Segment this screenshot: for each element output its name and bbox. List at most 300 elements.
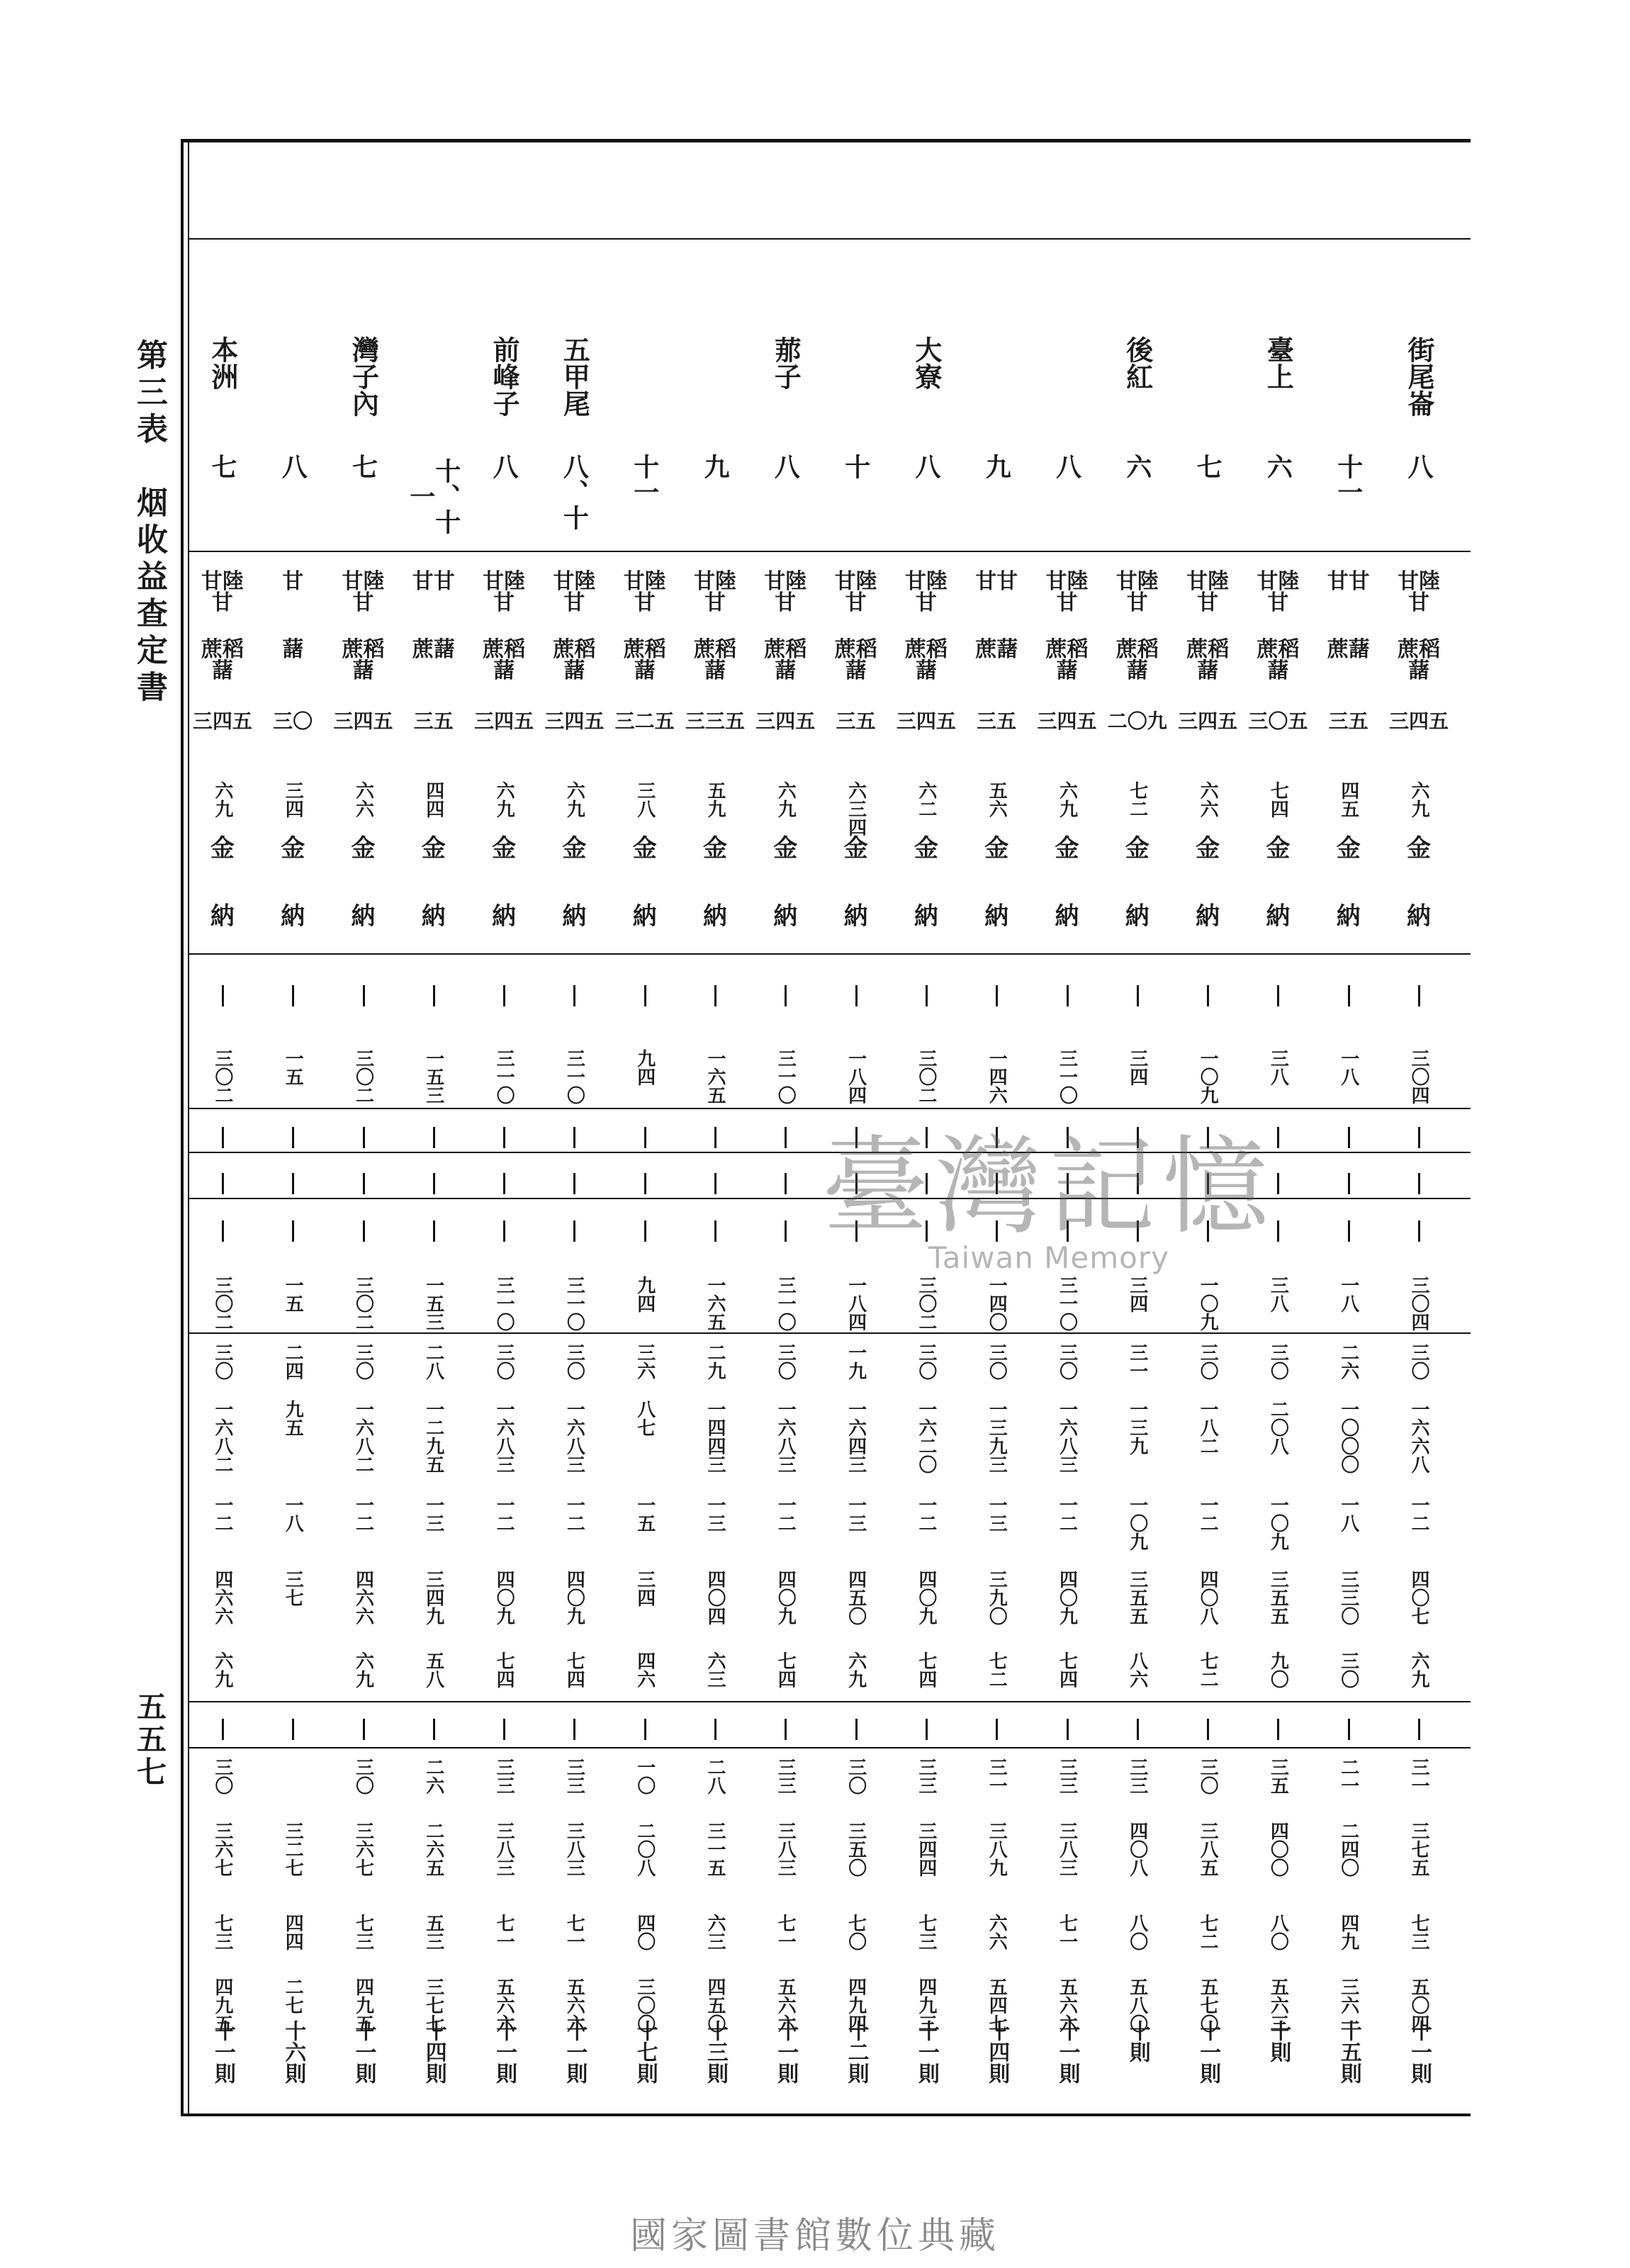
dash-mark: [996, 985, 998, 1006]
cell-v5: 一〇九: [1126, 1495, 1148, 1551]
cell-v8: 三一: [986, 1758, 1008, 1795]
cell-v7: 七四: [775, 1651, 797, 1688]
cell-v8: 二一: [1337, 1758, 1359, 1795]
dash-mark: [1418, 1719, 1420, 1740]
cell-kind: 納: [914, 902, 938, 931]
cell-v3: 三〇: [352, 1343, 374, 1380]
dash-mark: [1067, 1127, 1069, 1148]
row-rule-c: [188, 1198, 1471, 1199]
cell-v1: 三一〇: [563, 1049, 585, 1104]
cell-v11: 三七七: [422, 1977, 444, 2033]
cell-r2: 七四: [1267, 781, 1289, 818]
cell-rule: 十一則: [1055, 2020, 1080, 2084]
cell-r1: 三四五: [1178, 709, 1238, 733]
cell-v6: 四五〇: [845, 1570, 867, 1625]
cell-v6: 三五五: [1267, 1570, 1289, 1625]
dash-mark: [1067, 1719, 1069, 1740]
dash-mark: [1067, 1220, 1069, 1242]
cell-v1: 三一〇: [493, 1049, 515, 1104]
cell-v11: 四九五: [352, 1977, 374, 2033]
dash-mark: [785, 985, 787, 1006]
dash-mark: [363, 1220, 365, 1242]
cell-kind: 納: [210, 902, 235, 931]
cell-r1: 三四五: [474, 709, 534, 733]
cell-v5: 一八: [1337, 1495, 1359, 1532]
cell-kind: 納: [703, 902, 727, 931]
dash-mark: [1418, 1173, 1420, 1194]
cell-v8: 三〇: [1197, 1758, 1219, 1795]
cell-crop: 甘陸甘: [201, 569, 244, 615]
cell-hamlet: 七: [348, 454, 378, 479]
cell-v10: 七三: [915, 1914, 937, 1950]
cell-r2: 六九: [1056, 781, 1078, 818]
cell-hamlet: 八: [489, 454, 519, 479]
cell-v7: 九〇: [1267, 1651, 1289, 1688]
cell-v9: 三八五: [1197, 1821, 1219, 1877]
cell-crop: 甘陸甘: [1186, 569, 1230, 615]
cell-crop2: 蔗稻藷: [1257, 637, 1300, 683]
dash-mark: [1207, 1719, 1209, 1740]
cell-kind: 納: [984, 902, 1009, 931]
cell-v6: 三四: [634, 1570, 656, 1607]
dash-mark: [1418, 985, 1420, 1006]
cell-v11: 五六六: [563, 1977, 585, 2033]
cell-tax: 金: [1196, 834, 1220, 863]
cell-rule: 十則: [1125, 2020, 1150, 2062]
cell-v3: 三〇: [986, 1343, 1008, 1380]
cell-place: 前峰子: [488, 336, 521, 417]
cell-r1: 三五: [977, 709, 1017, 733]
cell-v8: 三一: [1408, 1758, 1429, 1795]
cell-r2: 四五: [1337, 781, 1359, 818]
cell-v4: 八七: [634, 1400, 656, 1437]
cell-tax: 金: [703, 834, 727, 863]
cell-v6: 三七: [282, 1570, 304, 1607]
cell-v3: 三〇: [493, 1343, 515, 1380]
cell-v4: 一三九三: [986, 1400, 1008, 1473]
cell-r2: 六九: [493, 781, 515, 818]
cell-hamlet: 七: [207, 454, 237, 479]
cell-v4: 一六八三: [1056, 1400, 1078, 1473]
cell-v3: 二八: [422, 1343, 444, 1380]
dash-mark: [714, 1220, 716, 1242]
cell-place: 五甲尾: [558, 336, 591, 417]
cell-tax: 金: [773, 834, 798, 863]
cell-r1: 三四五: [1037, 709, 1097, 733]
cell-crop: 甘陸甘: [1257, 569, 1300, 615]
cell-v5: 一三: [986, 1495, 1008, 1532]
cell-tax: 金: [984, 834, 1009, 863]
cell-place: 後紅: [1121, 336, 1154, 390]
cell-v7: 七四: [563, 1651, 585, 1688]
row-rule-hamlet: [188, 551, 1471, 552]
dash-mark: [644, 985, 646, 1006]
cell-v4: 九五: [282, 1400, 304, 1437]
cell-v2: 三〇二: [352, 1276, 374, 1331]
cell-rule: 十一則: [210, 2020, 235, 2084]
cell-r1: 三四五: [755, 709, 816, 733]
cell-rule: 十四則: [984, 2020, 1010, 2084]
cell-v11: 五八〇: [1126, 1977, 1148, 2033]
dash-mark: [363, 1127, 365, 1148]
dash-mark: [292, 1220, 294, 1242]
dash-mark: [996, 1173, 998, 1194]
dash-mark: [785, 1719, 787, 1740]
cell-v11: 二七: [282, 1977, 304, 2014]
cell-v8: 三〇: [845, 1758, 867, 1795]
cell-crop: 甘陸甘: [1398, 569, 1440, 615]
cell-v5: 一五: [634, 1495, 656, 1532]
dash-mark: [363, 985, 365, 1006]
cell-place: 灣子內: [347, 336, 380, 417]
cell-r1: 三四五: [192, 709, 252, 733]
cell-crop: 甘陸甘: [904, 569, 948, 615]
cell-crop2: 蔗稻藷: [483, 637, 526, 683]
cell-v1: 一〇九: [1197, 1049, 1219, 1104]
dash-mark: [785, 1127, 787, 1148]
cell-v6: 四〇九: [915, 1570, 937, 1625]
cell-tax: 金: [562, 834, 587, 863]
cell-crop: 甘陸甘: [553, 569, 596, 615]
cell-crop2: 蔗稻藷: [1045, 637, 1089, 683]
dash-mark: [785, 1173, 787, 1194]
cell-v3: 三一: [1126, 1343, 1148, 1380]
cell-v11: 五四七: [986, 1977, 1008, 2033]
cell-v11: 五〇四: [1408, 1977, 1429, 2033]
top-border: [181, 139, 1471, 142]
cell-crop2: 蔗稻藷: [1115, 637, 1159, 683]
cell-v6: 四〇九: [1056, 1570, 1078, 1625]
cell-v9: 二四〇: [1337, 1821, 1359, 1877]
cell-crop2: 蔗稻藷: [1398, 637, 1440, 683]
cell-hamlet: 八: [1052, 454, 1082, 479]
cell-v11: 三〇〇: [634, 1977, 656, 2033]
dash-mark: [573, 1127, 575, 1148]
dash-mark: [714, 1719, 716, 1740]
cell-crop2: 蔗稻藷: [834, 637, 877, 683]
dash-mark: [644, 1220, 646, 1242]
cell-v2: 一五: [282, 1276, 304, 1313]
cell-v5: 一二: [563, 1495, 585, 1532]
cell-v1: 三一〇: [775, 1049, 797, 1104]
cell-v9: 三八三: [563, 1821, 585, 1877]
row-rule-b: [188, 1152, 1471, 1153]
cell-crop2: 蔗稻藷: [764, 637, 807, 683]
cell-v2: 三〇四: [1408, 1276, 1429, 1331]
cell-v11: 五六六: [493, 1977, 515, 2033]
dash-mark: [363, 1719, 365, 1740]
cell-v3: 三〇: [775, 1343, 797, 1380]
cell-v5: 一三: [422, 1495, 444, 1532]
cell-r2: 三四: [282, 781, 304, 818]
cell-place: 街尾崙: [1403, 336, 1435, 417]
cell-rule: 十二則: [843, 2020, 869, 2084]
cell-v4: 二〇八: [1267, 1400, 1289, 1455]
cell-v3: 三〇: [1056, 1343, 1078, 1380]
row-rule-tax: [188, 953, 1471, 955]
dash-mark: [926, 985, 928, 1006]
cell-v7: 五八: [422, 1651, 444, 1688]
cell-v10: 五三: [422, 1914, 444, 1950]
cell-v3: 三〇: [1267, 1343, 1289, 1380]
cell-r2: 六九: [211, 781, 233, 818]
cell-v1: 三〇二: [352, 1049, 374, 1104]
dash-mark: [644, 1127, 646, 1148]
cell-v7: 六九: [845, 1651, 867, 1688]
dash-mark: [363, 1173, 365, 1194]
dash-mark: [1277, 1173, 1279, 1194]
cell-kind: 納: [632, 902, 657, 931]
cell-v3: 二六: [1337, 1343, 1359, 1380]
dash-mark: [1207, 1127, 1209, 1148]
cell-tax: 金: [210, 834, 235, 863]
cell-kind: 納: [562, 902, 587, 931]
cell-v10: 八〇: [1267, 1914, 1289, 1950]
cell-hamlet: 六: [1263, 454, 1293, 479]
dash-mark: [1137, 1127, 1139, 1148]
cell-hamlet: 八: [1404, 454, 1434, 479]
cell-v1: 九四: [634, 1049, 656, 1086]
cell-v3: 三〇: [211, 1343, 233, 1380]
cell-v11: 四九五: [211, 1977, 233, 2033]
dash-mark: [573, 985, 575, 1006]
cell-kind: 納: [492, 902, 517, 931]
cell-v8: 三三: [1056, 1758, 1078, 1795]
cell-r2: 六九: [1408, 781, 1429, 818]
cell-place: 臺上: [1262, 336, 1295, 390]
cell-v7: 四六: [634, 1651, 656, 1688]
cell-hamlet: 十一: [1333, 454, 1364, 505]
cell-v1: 一五: [282, 1049, 304, 1086]
dash-mark: [292, 1173, 294, 1194]
dash-mark: [503, 1220, 505, 1242]
cell-v8: 三五: [1267, 1758, 1289, 1795]
dash-mark: [1207, 1220, 1209, 1242]
cell-hamlet: 七: [1193, 454, 1223, 479]
cell-v4: 一六八三: [563, 1400, 585, 1473]
cell-v8: 二六: [422, 1758, 444, 1795]
cell-kind: 納: [281, 902, 305, 931]
cell-v1: 一四六: [986, 1049, 1008, 1104]
cell-v2: 三八: [1267, 1276, 1289, 1313]
cell-crop2: 蔗稻藷: [553, 637, 596, 683]
cell-v4: 一六二〇: [915, 1400, 937, 1473]
cell-v7: 八六: [1126, 1651, 1148, 1688]
cell-v11: 四九四: [845, 1977, 867, 2033]
dash-mark: [926, 1173, 928, 1194]
cell-v8: 三〇: [211, 1758, 233, 1795]
dash-mark: [1348, 1127, 1350, 1148]
cell-v8: 三三: [915, 1758, 937, 1795]
cell-tax: 金: [843, 834, 868, 863]
cell-v2: 三〇二: [915, 1276, 937, 1331]
cell-kind: 納: [421, 902, 446, 931]
dash-mark: [503, 1173, 505, 1194]
dash-mark: [433, 1220, 435, 1242]
cell-v1: 三八: [1267, 1049, 1289, 1086]
cell-v4: 一六六八: [1408, 1400, 1429, 1473]
cell-v8: 三三: [1126, 1758, 1148, 1795]
dash-mark: [644, 1173, 646, 1194]
cell-r1: 三四五: [896, 709, 956, 733]
cell-r2: 六九: [775, 781, 797, 818]
dash-mark: [855, 1719, 858, 1740]
cell-v10: 七一: [493, 1914, 515, 1950]
cell-crop2: 蔗稻藷: [201, 637, 244, 683]
cell-rule: 十一則: [1407, 2020, 1432, 2084]
dash-mark: [433, 1127, 435, 1148]
bottom-border: [181, 2113, 1471, 2116]
cell-v10: 七〇: [845, 1914, 867, 1950]
dash-mark: [855, 985, 858, 1006]
cell-r2: 三八: [634, 781, 656, 818]
cell-v10: 七三: [211, 1914, 233, 1950]
cell-v11: 四九三: [915, 1977, 937, 2033]
dash-mark: [1137, 1173, 1139, 1194]
cell-hamlet: 十: [841, 454, 871, 479]
cell-v6: 四〇九: [493, 1570, 515, 1625]
dash-mark: [503, 985, 505, 1006]
cell-v4: 一六八二: [211, 1400, 233, 1473]
cell-v8: 三三: [775, 1758, 797, 1795]
cell-r1: 三五: [836, 709, 876, 733]
cell-r1: 三四五: [333, 709, 393, 733]
cell-v2: 三一〇: [1056, 1276, 1078, 1331]
dash-mark: [1067, 985, 1069, 1006]
dash-mark: [433, 985, 435, 1006]
dash-mark: [573, 1220, 575, 1242]
cell-v8: 二八: [704, 1758, 726, 1795]
cell-v4: 一八二: [1197, 1400, 1219, 1455]
cell-crop2: 蔗稻藷: [1186, 637, 1230, 683]
cell-crop: 甘陸甘: [1045, 569, 1089, 615]
cell-v2: 三四: [1126, 1276, 1148, 1313]
cell-r2: 六九: [563, 781, 585, 818]
cell-v5: 一二: [211, 1495, 233, 1532]
dash-mark: [714, 1173, 716, 1194]
cell-kind: 納: [773, 902, 798, 931]
cell-v2: 一五三: [422, 1276, 444, 1331]
cell-v5: 一二: [1408, 1495, 1429, 1532]
cell-v9: 三二七: [282, 1821, 304, 1877]
dash-mark: [1277, 985, 1279, 1006]
cell-v4: 一二九五: [422, 1400, 444, 1473]
cell-r1: 三五: [413, 709, 454, 733]
cell-kind: 納: [843, 902, 868, 931]
cell-v11: 五七〇: [1197, 1977, 1219, 2033]
cell-v2: 一八: [1337, 1276, 1359, 1313]
row-rule-header: [188, 238, 1471, 240]
cell-crop: 甘: [282, 569, 304, 594]
cell-v1: 三〇二: [211, 1049, 233, 1104]
cell-v1: 一五三: [422, 1049, 444, 1104]
cell-v2: 三一〇: [775, 1276, 797, 1331]
cell-v5: 一二: [493, 1495, 515, 1532]
cell-v5: 一三: [845, 1495, 867, 1532]
cell-v6: 四六六: [211, 1570, 233, 1625]
cell-v11: 五六三: [1267, 1977, 1289, 2033]
cell-rule: 十六則: [281, 2020, 306, 2084]
cell-crop: 甘甘: [975, 569, 1018, 594]
cell-kind: 納: [1407, 902, 1431, 931]
cell-r2: 五六: [986, 781, 1008, 818]
cell-v10: 七一: [1056, 1914, 1078, 1950]
cell-v5: 一二: [775, 1495, 797, 1532]
dash-mark: [573, 1173, 575, 1194]
left-border-inner: [188, 139, 189, 2116]
cell-v9: 四〇八: [1126, 1821, 1148, 1877]
cell-rule: 十一則: [562, 2020, 588, 2084]
dash-mark: [855, 1173, 858, 1194]
cell-v4: 一六八三: [493, 1400, 515, 1473]
row-rule-a: [188, 1108, 1471, 1109]
cell-r2: 五九: [704, 781, 726, 818]
cell-tax: 金: [1266, 834, 1291, 863]
cell-v11: 五六六: [1056, 1977, 1078, 2033]
cell-v3: 三〇: [563, 1343, 585, 1380]
dash-mark: [503, 1719, 505, 1740]
cell-hamlet: 六: [1122, 454, 1152, 479]
cell-crop2: 蔗稻藷: [342, 637, 385, 683]
cell-v8: 三〇: [352, 1758, 374, 1795]
cell-rule: 十則: [1266, 2020, 1291, 2062]
cell-v3: 二四: [282, 1343, 304, 1380]
cell-v3: 二九: [704, 1343, 726, 1380]
cell-v5: 一〇九: [1267, 1495, 1289, 1551]
dash-mark: [1348, 985, 1350, 1006]
cell-v2: 三一〇: [493, 1276, 515, 1331]
dash-mark: [1277, 1127, 1279, 1148]
cell-crop: 甘甘: [1327, 569, 1370, 594]
dash-mark: [1418, 1220, 1420, 1242]
dash-mark: [573, 1719, 575, 1740]
cell-v10: 四〇: [634, 1914, 656, 1950]
cell-v6: 四六六: [352, 1570, 374, 1625]
cell-crop: 甘陸甘: [483, 569, 526, 615]
cell-place: 本洲: [206, 336, 239, 390]
cell-v7: 七四: [493, 1651, 515, 1688]
cell-rule: 十一則: [1196, 2020, 1221, 2084]
dash-mark: [1067, 1173, 1069, 1194]
cell-v4: 一四四三: [704, 1400, 726, 1473]
dash-mark: [1348, 1719, 1350, 1740]
cell-v10: 六六: [986, 1914, 1008, 1950]
cell-v6: 四〇九: [775, 1570, 797, 1625]
dash-mark: [855, 1220, 858, 1242]
cell-v1: 三四: [1126, 1049, 1148, 1086]
cell-r2: 六三四: [845, 781, 867, 836]
cell-v6: 三九〇: [986, 1570, 1008, 1625]
dash-mark: [714, 985, 716, 1006]
cell-r2: 六二: [915, 781, 937, 818]
cell-r2: 四四: [422, 781, 444, 818]
cell-v8: 一〇: [634, 1758, 656, 1795]
cell-hamlet: 九: [700, 454, 730, 479]
cell-crop: 甘陸甘: [764, 569, 807, 615]
archive-footer: 國家圖書館數位典藏: [629, 2215, 1000, 2257]
cell-v2: 一六五: [704, 1276, 726, 1331]
dash-mark: [644, 1719, 646, 1740]
dash-mark: [1348, 1220, 1350, 1242]
cell-v1: 三一〇: [1056, 1049, 1078, 1104]
cell-v11: 四五〇: [704, 1977, 726, 2033]
cell-crop: 甘陸甘: [623, 569, 666, 615]
cell-r1: 三〇: [273, 709, 313, 733]
dash-mark: [996, 1719, 998, 1740]
cell-v1: 三〇四: [1408, 1049, 1429, 1104]
cell-crop: 甘陸甘: [342, 569, 385, 615]
cell-v7: 六九: [211, 1651, 233, 1688]
